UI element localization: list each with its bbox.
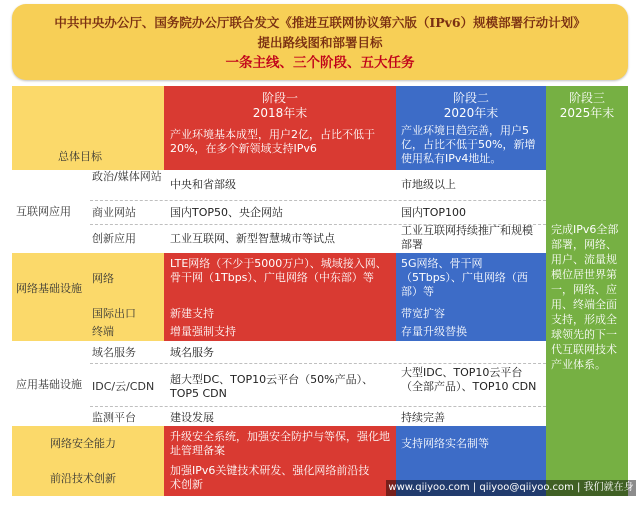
frontier-s1: 加强IPv6关键技术研发、强化网络前沿技术创新	[170, 464, 370, 491]
security-s2: 支持网络实名制等	[401, 437, 489, 450]
internet-apps-sub-innovation: 创新应用	[92, 232, 136, 245]
network-infra-label: 网络基础设施	[16, 282, 82, 295]
network-infra-sub-terminal: 终端	[92, 325, 114, 338]
security-s1: 升级安全系统，加强安全防护与等保，强化地址管理备案	[170, 430, 390, 457]
internet-apps-political-s2: 市地级以上	[401, 178, 456, 191]
network-infra-sub-intl: 国际出口	[92, 307, 136, 320]
stage3-name: 阶段三	[568, 91, 605, 105]
stage3-date: 2025年末	[559, 106, 615, 120]
internet-apps-innovation-s1: 工业互联网、新型智慧城市等试点	[170, 232, 335, 245]
internet-apps-sub-political: 政治/媒体网站	[92, 170, 162, 183]
internet-apps-label: 互联网应用	[16, 205, 71, 218]
stage1-goal: 产业环境基本成型，用户2亿，占比不低于20%，在多个新领域支持IPv6	[170, 128, 375, 155]
network-infra-network-s1: LTE网络（不少于5000万户）、城域接入网、骨干网（1Tbps）、广电网络（中东部）等	[170, 257, 387, 284]
stage2-date: 2020年末	[443, 106, 499, 120]
app-infra-monitor-s1: 建设发展	[170, 411, 214, 424]
stage2-name: 阶段二	[452, 91, 489, 105]
title-line-1: 中共中央办公厅、国务院办公厅联合发文《推进互联网协议第六版（IPv6）规模部署行动计划》	[54, 15, 586, 30]
stage1-name: 阶段一	[261, 91, 298, 105]
internet-apps-sub-commercial: 商业网站	[92, 206, 136, 219]
frontier-label: 前沿技术创新	[50, 472, 116, 485]
app-infra-idc-s1: 超大型DC、TOP10云平台（50%产品）、TOP5 CDN	[170, 373, 374, 400]
network-infra-sub-network: 网络	[92, 272, 114, 285]
app-infra-sub-monitor: 监测平台	[92, 411, 136, 424]
internet-apps-innovation-s2: 工业互联网持续推广和规模部署	[401, 224, 533, 251]
network-infra-network-s2: 5G网络、骨干网（5Tbps）、广电网络（西部）等	[401, 257, 528, 298]
stage2-goal: 产业环境日趋完善，用户5亿，占比不低于50%，新增使用私有IPv4地址。	[401, 124, 536, 165]
divider	[90, 363, 546, 364]
app-infra-monitor-s2: 持续完善	[401, 411, 445, 424]
stage3-goal: 完成IPv6全部部署，网络、用户、流量规模位居世界第一，网络、应用、终端全面支持，形成全球领先的下一代互联网技术产业体系。	[551, 223, 619, 371]
internet-apps-commercial-s1: 国内TOP50、央企网站	[170, 206, 284, 219]
app-infra-dns-s1: 域名服务	[170, 346, 214, 359]
divider	[90, 406, 546, 407]
title-line-2: 提出路线图和部署目标	[257, 35, 383, 50]
internet-apps-commercial-s2: 国内TOP100	[401, 206, 467, 219]
network-infra-terminal-s1: 增量强制支持	[170, 325, 236, 338]
app-infra-idc-s2: 大型IDC、TOP10云平台（全部产品）、TOP10 CDN	[401, 366, 537, 393]
network-infra-intl-s2: 带宽扩容	[401, 307, 445, 320]
overall-goal-label: 总体目标	[58, 150, 102, 163]
security-label: 网络安全能力	[50, 437, 116, 450]
stage1-date: 2018年末	[252, 106, 308, 120]
app-infra-sub-idc: IDC/云/CDN	[92, 380, 155, 393]
footer-watermark: www.qiiyoo.com | qiiyoo@qiiyoo.com | 我们就在身边!	[386, 480, 636, 496]
app-infra-label: 应用基础设施	[16, 378, 82, 391]
app-infra-sub-dns: 域名服务	[92, 346, 136, 359]
divider	[90, 200, 546, 201]
internet-apps-political-s1: 中央和省部级	[170, 178, 236, 191]
network-infra-intl-s1: 新建支持	[170, 307, 214, 320]
title-line-3: 一条主线、三个阶段、五大任务	[225, 55, 415, 71]
title-banner	[12, 4, 628, 80]
network-infra-terminal-s2: 存量升级替换	[401, 325, 467, 338]
